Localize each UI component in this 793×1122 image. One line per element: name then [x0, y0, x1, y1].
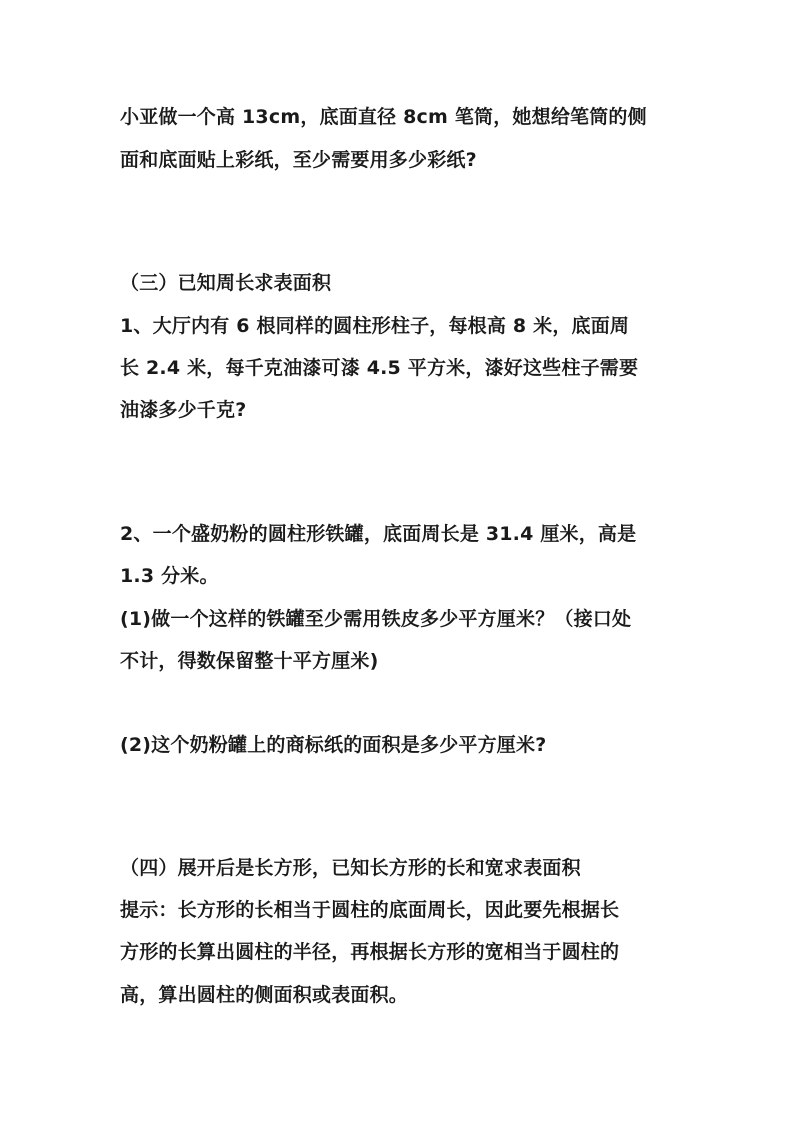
hint-line-2: 方形的长算出圆柱的半径，再根据长方形的宽相当于圆柱的 [120, 941, 620, 963]
hint-line-3: 高，算出圆柱的侧面积或表面积。 [120, 984, 409, 1006]
problem-1-line-3: 油漆多少千克? [120, 399, 247, 421]
problem-2-part-2-line-1: (2)这个奶粉罐上的商标纸的面积是多少平方厘米? [120, 734, 547, 756]
intro-problem-line-1: 小亚做一个高 13cm，底面直径 8cm 笔筒，她想给笔筒的侧 [120, 106, 647, 128]
problem-1-line-1: 1、大厅内有 6 根同样的圆柱形柱子，每根高 8 米，底面周 [120, 315, 630, 337]
problem-1-line-2: 长 2.4 米，每千克油漆可漆 4.5 平方米，漆好这些柱子需要 [120, 357, 639, 379]
problem-2-part-1-line-2: 不计，得数保留整十平方厘米) [120, 650, 379, 672]
problem-2-line-2: 1.3 分米。 [120, 565, 219, 587]
intro-problem-line-2: 面和底面贴上彩纸，至少需要用多少彩纸? [120, 149, 477, 171]
problem-2-part-1-line-1: (1)做一个这样的铁罐至少需用铁皮多少平方厘米？（接口处 [120, 608, 632, 630]
section-4-heading: （四）展开后是长方形，已知长方形的长和宽求表面积 [120, 857, 581, 879]
problem-2-line-1: 2、一个盛奶粉的圆柱形铁罐，底面周长是 31.4 厘米，高是 [120, 523, 637, 545]
hint-line-1: 提示：长方形的长相当于圆柱的底面周长，因此要先根据长 [120, 899, 620, 921]
section-3-heading: （三）已知周长求表面积 [120, 272, 332, 294]
